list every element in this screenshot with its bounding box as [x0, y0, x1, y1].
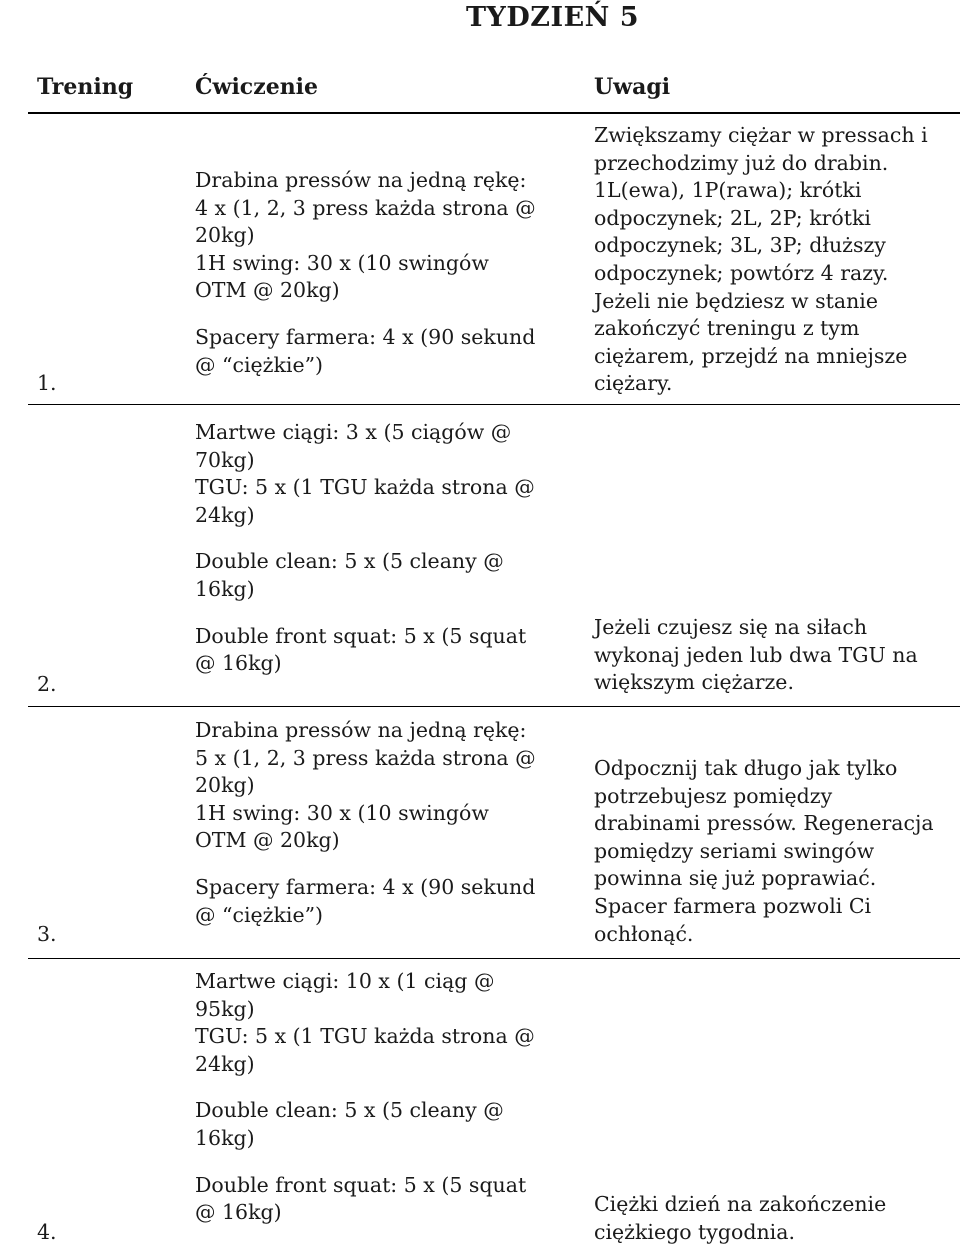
notes-cell: [594, 614, 944, 697]
notes-line: ciężkiego tygodnia.: [594, 1219, 795, 1244]
notes-line: zakończyć treningu z tym: [594, 316, 860, 341]
exercise-line: 20kg): [195, 223, 255, 248]
notes-line: odpoczynek; 2L, 2P; krótki: [594, 205, 871, 230]
exercise-cell: [195, 419, 575, 678]
training-number: 2.: [37, 672, 57, 696]
notes-line: drabinami pressów. Regeneracja: [594, 811, 934, 836]
exercise-line: Drabina pressów na jedną rękę:: [195, 168, 527, 192]
header-training: Trening: [37, 74, 134, 100]
notes-line: przechodzimy już do drabin.: [594, 150, 889, 175]
notes-cell: [594, 122, 944, 398]
exercise-line: 1H swing: 30 x (10 swingów: [195, 800, 489, 825]
exercise-line: @ 16kg): [195, 1200, 282, 1225]
notes-line: Jeżeli nie będziesz w stanie: [594, 288, 878, 313]
header-divider: [28, 112, 960, 114]
training-number: 4.: [37, 1220, 57, 1244]
training-number: 1.: [37, 371, 57, 395]
page-title: TYDZIEŃ 5: [465, 2, 640, 33]
exercise-line: Martwe ciągi: 10 x (1 ciąg @: [195, 969, 495, 993]
row-divider: [28, 958, 960, 959]
header-notes: Uwagi: [594, 74, 671, 100]
exercise-line: Double clean: 5 x (5 cleany @: [195, 1098, 504, 1123]
notes-line: wykonaj jeden lub dwa TGU na: [594, 642, 918, 667]
exercise-cell: [195, 717, 575, 929]
exercise-line: @ “ciężkie”): [195, 902, 324, 927]
training-number: 3.: [37, 922, 57, 946]
exercise-line: 24kg): [195, 1051, 255, 1076]
exercise-line: TGU: 5 x (1 TGU każda strona @: [195, 475, 535, 500]
notes-line: Zwiększamy ciężar w pressach i: [594, 123, 928, 147]
exercise-line: Double clean: 5 x (5 cleany @: [195, 549, 504, 574]
notes-line: odpoczynek; powtórz 4 razy.: [594, 260, 889, 285]
exercise-line: TGU: 5 x (1 TGU każda strona @: [195, 1024, 535, 1049]
exercise-line: 4 x (1, 2, 3 press każda strona @: [195, 195, 536, 220]
notes-line: większym ciężarze.: [594, 670, 794, 695]
notes-line: pomiędzy seriami swingów: [594, 838, 875, 863]
exercise-line: Double front squat: 5 x (5 squat: [195, 623, 527, 648]
notes-line: odpoczynek; 3L, 3P; dłuższy: [594, 233, 886, 258]
exercise-line: Spacery farmera: 4 x (90 sekund: [195, 324, 536, 349]
exercise-line: Double front squat: 5 x (5 squat: [195, 1172, 527, 1197]
exercise-line: 24kg): [195, 502, 255, 527]
notes-line: Spacer farmera pozwoli Ci: [594, 893, 872, 918]
exercise-cell: [195, 167, 575, 379]
header-exercise: Ćwiczenie: [195, 74, 319, 100]
notes-line: Ciężki dzień na zakończenie: [594, 1192, 887, 1216]
exercise-line: 70kg): [195, 447, 255, 472]
exercise-line: @ 16kg): [195, 651, 282, 676]
exercise-line: OTM @ 20kg): [195, 278, 340, 303]
exercise-line: 20kg): [195, 773, 255, 798]
notes-line: ochłonąć.: [594, 921, 694, 946]
notes-line: ciężary.: [594, 371, 673, 396]
notes-cell: [594, 755, 944, 948]
notes-line: 1L(ewa), 1P(rawa); krótki: [594, 178, 862, 203]
row-divider: [28, 404, 960, 405]
notes-cell: [594, 1191, 944, 1246]
notes-line: powinna się już poprawiać.: [594, 866, 877, 891]
exercise-line: @ “ciężkie”): [195, 352, 324, 377]
exercise-line: OTM @ 20kg): [195, 828, 340, 853]
exercise-line: 5 x (1, 2, 3 press każda strona @: [195, 745, 536, 770]
notes-line: potrzebujesz pomiędzy: [594, 783, 833, 808]
exercise-line: 16kg): [195, 1125, 255, 1150]
exercise-line: 16kg): [195, 576, 255, 601]
exercise-line: Drabina pressów na jedną rękę:: [195, 718, 527, 742]
exercise-line: 95kg): [195, 996, 255, 1021]
exercise-cell: [195, 968, 575, 1227]
notes-line: Odpocznij tak długo jak tylko: [594, 756, 898, 780]
row-divider: [28, 706, 960, 707]
exercise-line: Spacery farmera: 4 x (90 sekund: [195, 874, 536, 899]
exercise-line: 1H swing: 30 x (10 swingów: [195, 250, 489, 275]
notes-line: Jeżeli czujesz się na siłach: [594, 615, 868, 639]
notes-line: ciężarem, przejdź na mniejsze: [594, 343, 908, 368]
exercise-line: Martwe ciągi: 3 x (5 ciągów @: [195, 420, 512, 444]
